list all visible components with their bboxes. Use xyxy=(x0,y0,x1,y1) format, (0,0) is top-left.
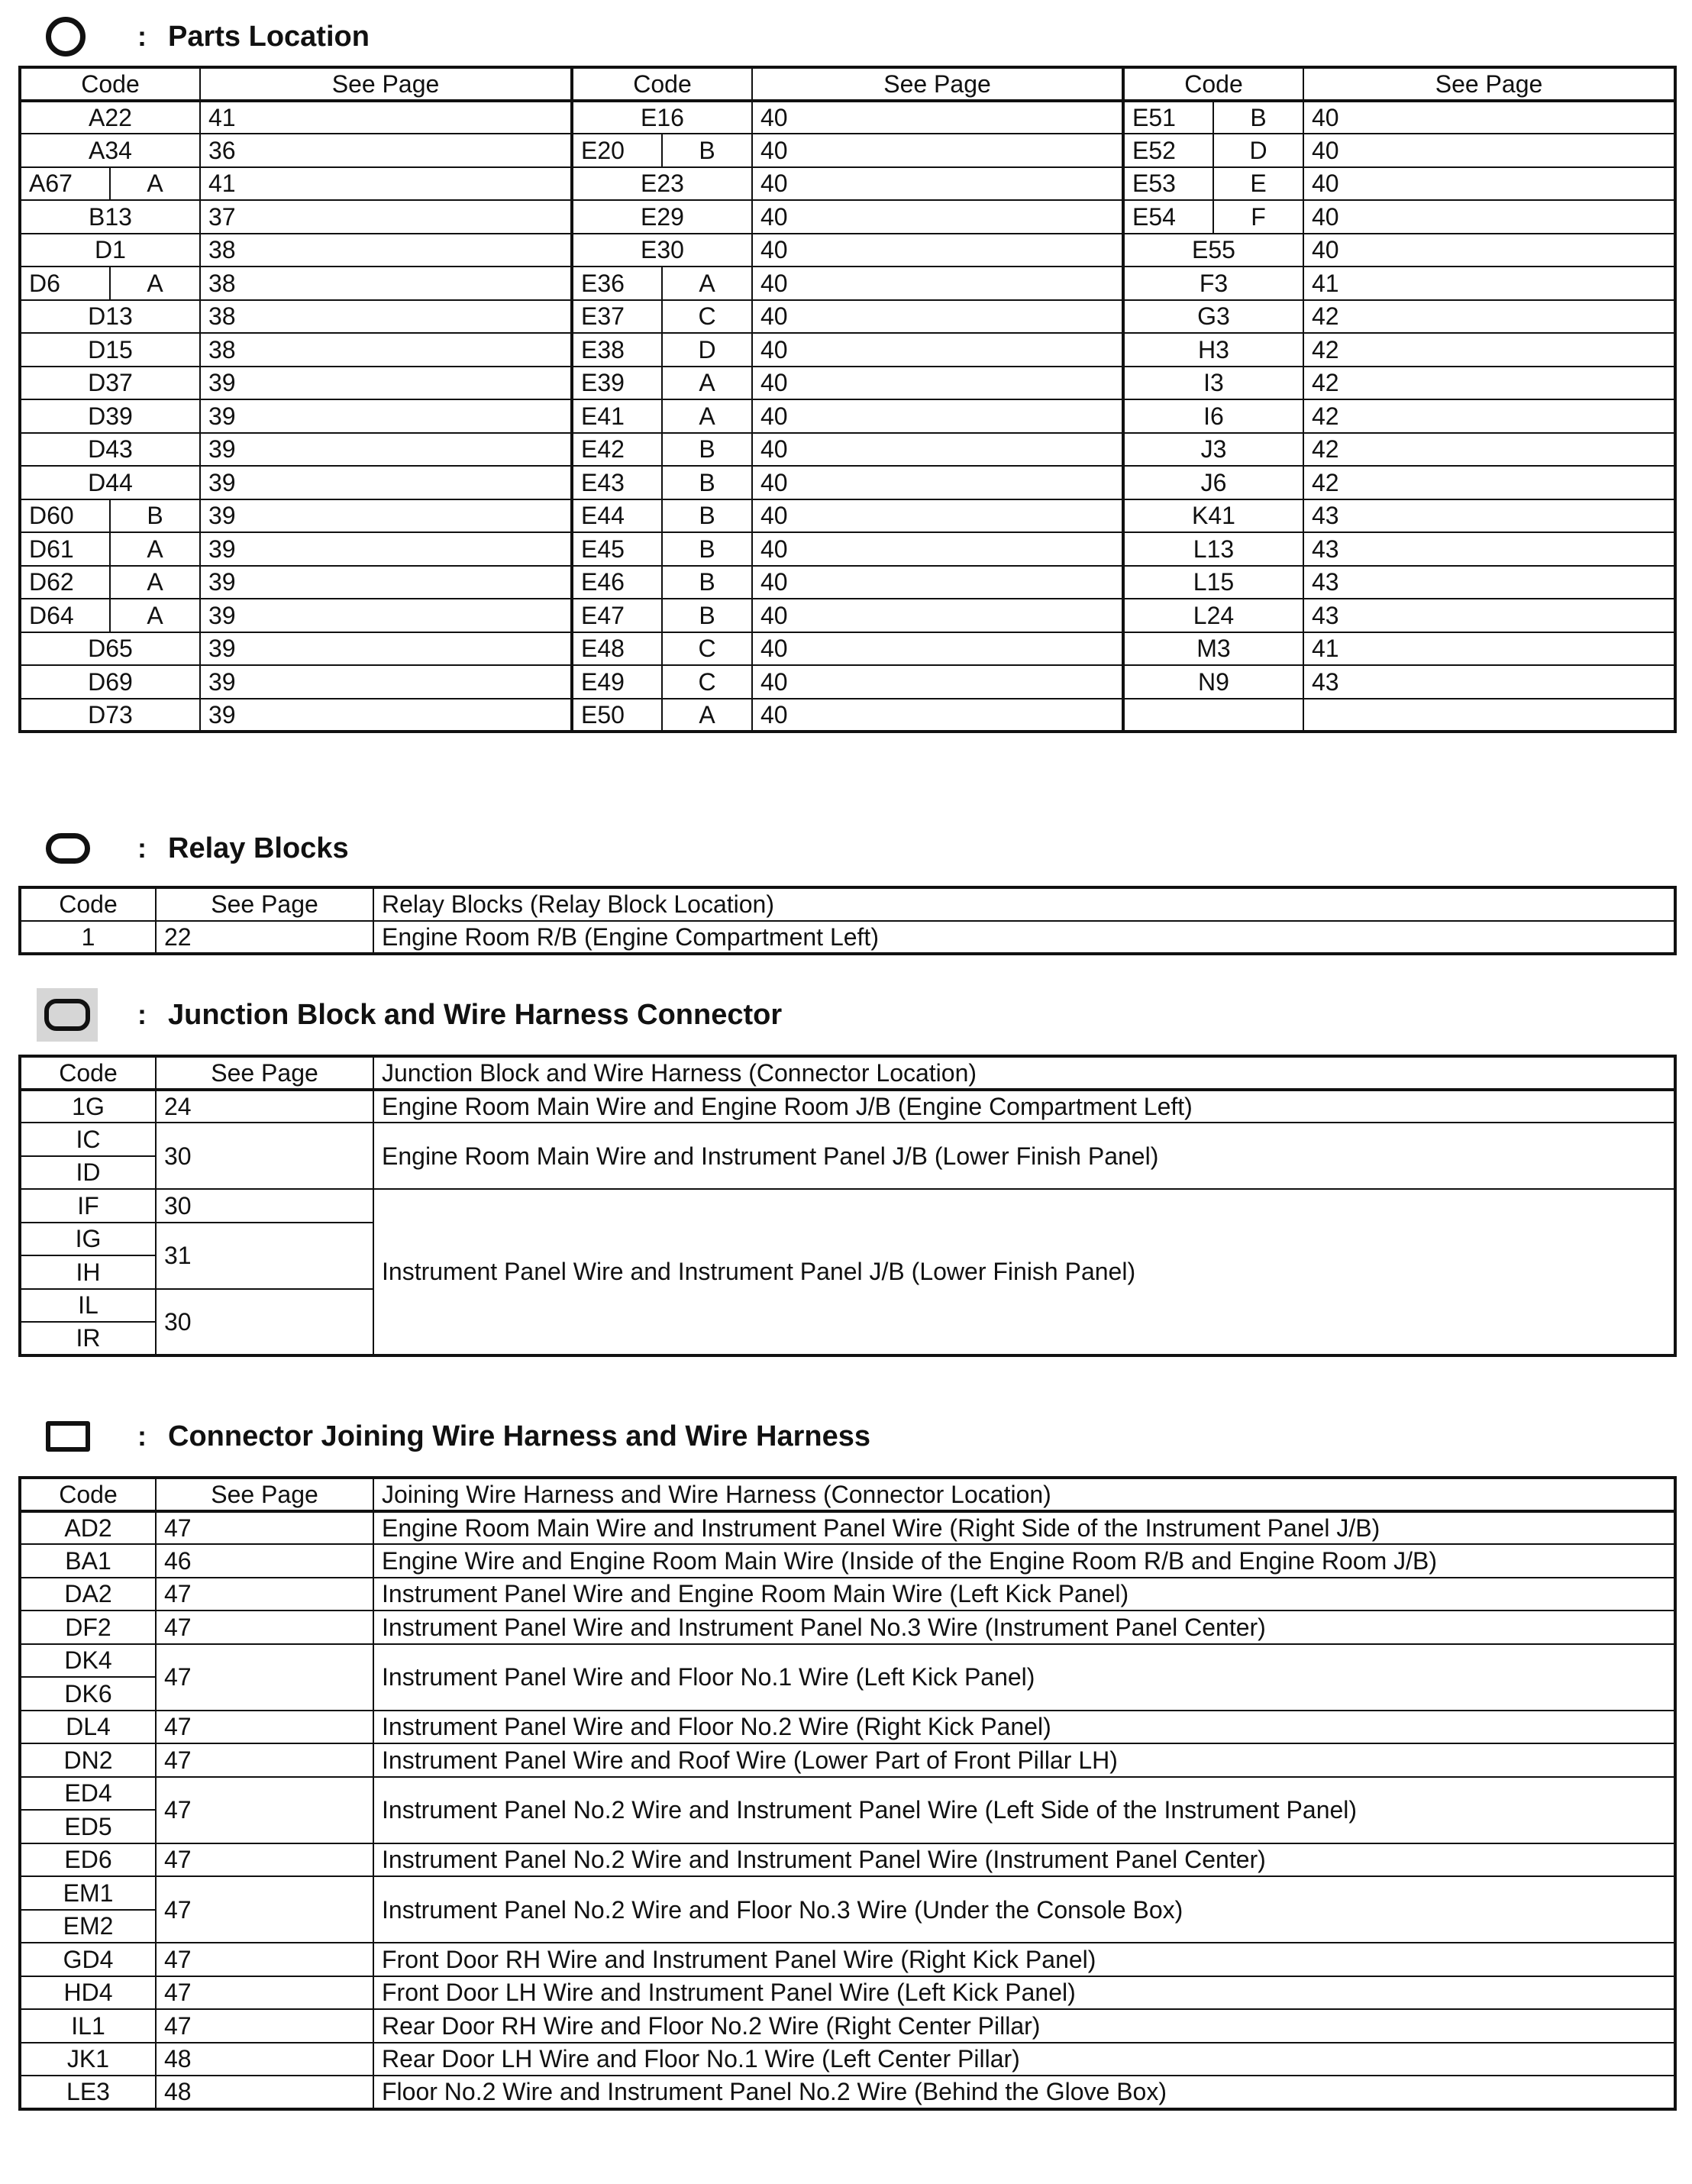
page-cell: 42 xyxy=(1303,399,1675,433)
page-cell: 40 xyxy=(752,333,1123,367)
connector-letter-cell: B xyxy=(662,599,752,632)
page-cell: 40 xyxy=(752,466,1123,499)
code-cell: D61 xyxy=(20,532,110,566)
code-cell: M3 xyxy=(1123,632,1303,666)
code-cell: L15 xyxy=(1123,566,1303,599)
connector-letter-cell: A xyxy=(662,267,752,300)
header-code: Code xyxy=(20,1478,156,1511)
code-cell: D44 xyxy=(20,466,200,499)
code-cell: HD4 xyxy=(20,1976,156,2010)
connector-letter-cell: B xyxy=(110,499,200,533)
location-cell: Instrument Panel No.2 Wire and Floor No.3 Wire (Under the Console Box) xyxy=(373,1876,1675,1943)
page-cell: 40 xyxy=(1303,200,1675,234)
code-cell: E30 xyxy=(572,234,752,267)
page-cell: 40 xyxy=(752,267,1123,300)
code-cell: LE3 xyxy=(20,2076,156,2109)
relay-blocks-title: Relay Blocks xyxy=(168,832,349,864)
table-row xyxy=(20,1544,1675,1578)
page-cell: 47 xyxy=(156,1777,373,1843)
code-cell: ED4 xyxy=(20,1777,156,1811)
header-code: Code xyxy=(20,887,156,921)
page-cell: 42 xyxy=(1303,433,1675,467)
page-cell: 47 xyxy=(156,1644,373,1711)
code-cell: I6 xyxy=(1123,399,1303,433)
code-cell: D39 xyxy=(20,399,200,433)
page-cell: 37 xyxy=(200,200,572,234)
table-row xyxy=(20,532,1675,566)
location-cell: Engine Room Main Wire and Instrument Panel Wire (Right Side of the Instrument Panel J/B) xyxy=(373,1511,1675,1545)
code-cell: E55 xyxy=(1123,234,1303,267)
section-colon: : xyxy=(137,1420,147,1452)
page-cell: 36 xyxy=(200,134,572,167)
code-cell: E43 xyxy=(572,466,662,499)
code-cell: DN2 xyxy=(20,1743,156,1777)
connector-letter-cell: C xyxy=(662,632,752,666)
table-row xyxy=(20,1843,1675,1877)
location-cell: Front Door LH Wire and Instrument Panel Wire (Left Kick Panel) xyxy=(373,1976,1675,2010)
page-cell: 40 xyxy=(752,134,1123,167)
page-cell: 40 xyxy=(752,699,1123,732)
code-cell: 1G xyxy=(20,1090,156,1123)
code-cell: N9 xyxy=(1123,665,1303,699)
code-cell: F3 xyxy=(1123,267,1303,300)
page-cell: 39 xyxy=(200,499,572,533)
page-cell: 40 xyxy=(1303,167,1675,201)
code-cell: A34 xyxy=(20,134,200,167)
table-row xyxy=(20,300,1675,334)
page-cell: 46 xyxy=(156,1544,373,1578)
table-header-row xyxy=(20,67,1675,101)
table-row xyxy=(20,1511,1675,1545)
table-row xyxy=(20,101,1675,134)
code-cell: D73 xyxy=(20,699,200,732)
code-cell: H3 xyxy=(1123,333,1303,367)
header-see-page: See Page xyxy=(156,1056,373,1090)
code-cell: E52 xyxy=(1123,134,1213,167)
code-cell: E38 xyxy=(572,333,662,367)
page-cell: 40 xyxy=(752,532,1123,566)
code-cell: IC xyxy=(20,1123,156,1156)
connector-joining-title: Connector Joining Wire Harness and Wire Harness xyxy=(168,1420,870,1452)
parts-location-title: Parts Location xyxy=(168,20,370,53)
page-cell: 40 xyxy=(752,433,1123,467)
page-cell: 30 xyxy=(156,1289,373,1355)
table-row xyxy=(20,1976,1675,2010)
connector-letter-cell: B xyxy=(1213,101,1303,134)
location-cell: Floor No.2 Wire and Instrument Panel No.2 Wire (Behind the Glove Box) xyxy=(373,2076,1675,2109)
table-header-row xyxy=(20,1056,1675,1090)
page-cell: 48 xyxy=(156,2043,373,2076)
page-cell: 43 xyxy=(1303,599,1675,632)
code-cell: E51 xyxy=(1123,101,1213,134)
header-location: Joining Wire Harness and Wire Harness (Connector Location) xyxy=(373,1478,1675,1511)
page-cell: 40 xyxy=(752,300,1123,334)
code-cell: GD4 xyxy=(20,1943,156,1976)
code-cell: J3 xyxy=(1123,433,1303,467)
page-cell: 40 xyxy=(1303,234,1675,267)
table-row xyxy=(20,1578,1675,1611)
connector-letter-cell: B xyxy=(662,134,752,167)
parts-location-header xyxy=(46,14,370,60)
page-cell: 47 xyxy=(156,1943,373,1976)
table-row xyxy=(20,200,1675,234)
code-cell: D43 xyxy=(20,433,200,467)
table-header-row xyxy=(20,887,1675,921)
code-cell: D37 xyxy=(20,367,200,400)
code-cell: E37 xyxy=(572,300,662,334)
page-cell: 40 xyxy=(752,499,1123,533)
code-cell: JK1 xyxy=(20,2043,156,2076)
page-cell: 42 xyxy=(1303,367,1675,400)
table-row xyxy=(20,1123,1675,1156)
connector-joining-table xyxy=(18,1476,1677,2111)
code-cell: IG xyxy=(20,1223,156,1256)
connector-letter-cell: A xyxy=(662,699,752,732)
page-cell: 24 xyxy=(156,1090,373,1123)
code-cell: ED5 xyxy=(20,1810,156,1843)
code-cell: BA1 xyxy=(20,1544,156,1578)
page-cell: 47 xyxy=(156,1843,373,1877)
connector-letter-cell: B xyxy=(662,566,752,599)
code-cell: E36 xyxy=(572,267,662,300)
code-cell: E53 xyxy=(1123,167,1213,201)
relay-blocks-table xyxy=(18,886,1677,955)
code-cell: E54 xyxy=(1123,200,1213,234)
location-cell: Instrument Panel Wire and Instrument Panel No.3 Wire (Instrument Panel Center) xyxy=(373,1611,1675,1644)
location-cell: Instrument Panel Wire and Engine Room Main Wire (Left Kick Panel) xyxy=(373,1578,1675,1611)
code-cell: IL xyxy=(20,1289,156,1323)
page-cell: 31 xyxy=(156,1223,373,1289)
code-cell: ID xyxy=(20,1156,156,1190)
code-cell: D13 xyxy=(20,300,200,334)
code-cell: L24 xyxy=(1123,599,1303,632)
page-cell: 47 xyxy=(156,1743,373,1777)
table-row xyxy=(20,399,1675,433)
page-cell: 41 xyxy=(1303,267,1675,300)
table-row xyxy=(20,921,1675,955)
code-cell: E48 xyxy=(572,632,662,666)
page-cell: 39 xyxy=(200,665,572,699)
table-row xyxy=(20,367,1675,400)
code-cell: D6 xyxy=(20,267,110,300)
table-row xyxy=(20,699,1675,732)
relay-blocks-header xyxy=(46,825,349,871)
header-code: Code xyxy=(20,67,200,101)
code-cell: L13 xyxy=(1123,532,1303,566)
table-row xyxy=(20,433,1675,467)
connector-letter-cell: E xyxy=(1213,167,1303,201)
circle-symbol-icon xyxy=(46,17,86,57)
code-cell: J6 xyxy=(1123,466,1303,499)
connector-letter-cell: B xyxy=(662,466,752,499)
code-cell: IF xyxy=(20,1189,156,1223)
connector-letter-cell: B xyxy=(662,433,752,467)
section-colon: : xyxy=(137,21,147,52)
table-row xyxy=(20,599,1675,632)
code-cell: D60 xyxy=(20,499,110,533)
page-cell: 40 xyxy=(752,632,1123,666)
code-cell: DL4 xyxy=(20,1711,156,1744)
page-cell: 42 xyxy=(1303,466,1675,499)
junction-block-symbol xyxy=(37,988,98,1042)
code-cell: I3 xyxy=(1123,367,1303,400)
page-cell: 40 xyxy=(752,599,1123,632)
code-cell: DK6 xyxy=(20,1677,156,1711)
location-cell: Instrument Panel No.2 Wire and Instrument Panel Wire (Instrument Panel Center) xyxy=(373,1843,1675,1877)
header-see-page: See Page xyxy=(156,1478,373,1511)
page-cell: 47 xyxy=(156,1876,373,1943)
header-see-page: See Page xyxy=(156,887,373,921)
page-cell: 38 xyxy=(200,300,572,334)
page-cell: 42 xyxy=(1303,300,1675,334)
table-row xyxy=(20,1189,1675,1223)
code-cell: E39 xyxy=(572,367,662,400)
location-cell: Rear Door LH Wire and Floor No.1 Wire (Left Center Pillar) xyxy=(373,2043,1675,2076)
code-cell: ED6 xyxy=(20,1843,156,1877)
table-row xyxy=(20,1777,1675,1811)
page-cell: 43 xyxy=(1303,499,1675,533)
table-row xyxy=(20,2076,1675,2109)
junction-block-title: Junction Block and Wire Harness Connector xyxy=(168,998,783,1031)
code-cell: A22 xyxy=(20,101,200,134)
code-cell: IR xyxy=(20,1322,156,1355)
code-cell: D69 xyxy=(20,665,200,699)
junction-block-header xyxy=(46,992,783,1038)
page-cell: 47 xyxy=(156,1976,373,2010)
code-cell: E41 xyxy=(572,399,662,433)
connector-letter-cell: B xyxy=(662,532,752,566)
code-cell: DK4 xyxy=(20,1644,156,1678)
table-row xyxy=(20,333,1675,367)
location-cell: Front Door RH Wire and Instrument Panel Wire (Right Kick Panel) xyxy=(373,1943,1675,1976)
table-row xyxy=(20,665,1675,699)
page-cell: 43 xyxy=(1303,665,1675,699)
page-cell: 38 xyxy=(200,267,572,300)
page-cell: 39 xyxy=(200,367,572,400)
code-cell: E29 xyxy=(572,200,752,234)
code-cell: DA2 xyxy=(20,1578,156,1611)
table-row xyxy=(20,1743,1675,1777)
header-location: Junction Block and Wire Harness (Connector Location) xyxy=(373,1056,1675,1090)
connector-letter-cell: F xyxy=(1213,200,1303,234)
page-cell: 40 xyxy=(752,665,1123,699)
code-cell xyxy=(1123,699,1303,732)
code-cell: 1 xyxy=(20,921,156,955)
table-row xyxy=(20,2009,1675,2043)
connector-letter-cell: C xyxy=(662,665,752,699)
header-code: Code xyxy=(572,67,752,101)
table-row xyxy=(20,566,1675,599)
location-cell: Instrument Panel Wire and Floor No.2 Wire (Right Kick Panel) xyxy=(373,1711,1675,1744)
code-cell: E45 xyxy=(572,532,662,566)
table-row xyxy=(20,1943,1675,1976)
table-row xyxy=(20,1644,1675,1678)
page-cell: 39 xyxy=(200,399,572,433)
code-cell: E20 xyxy=(572,134,662,167)
page-cell: 43 xyxy=(1303,532,1675,566)
table-row xyxy=(20,134,1675,167)
connector-letter-cell: A xyxy=(110,599,200,632)
table-row xyxy=(20,1090,1675,1123)
location-cell: Engine Room Main Wire and Instrument Panel J/B (Lower Finish Panel) xyxy=(373,1123,1675,1189)
location-cell: Instrument Panel Wire and Roof Wire (Lower Part of Front Pillar LH) xyxy=(373,1743,1675,1777)
page-cell: 40 xyxy=(752,399,1123,433)
page-cell xyxy=(1303,699,1675,732)
code-cell: IL1 xyxy=(20,2009,156,2043)
code-cell: E46 xyxy=(572,566,662,599)
table-row xyxy=(20,1611,1675,1644)
page-cell: 39 xyxy=(200,532,572,566)
connector-letter-cell: D xyxy=(662,333,752,367)
page-cell: 40 xyxy=(752,367,1123,400)
page-cell: 42 xyxy=(1303,333,1675,367)
code-cell: D15 xyxy=(20,333,200,367)
junction-block-table xyxy=(18,1055,1677,1357)
table-row xyxy=(20,1711,1675,1744)
connector-symbol-icon xyxy=(46,1421,90,1452)
header-location: Relay Blocks (Relay Block Location) xyxy=(373,887,1675,921)
code-cell: E23 xyxy=(572,167,752,201)
connector-letter-cell: D xyxy=(1213,134,1303,167)
page-cell: 40 xyxy=(1303,101,1675,134)
section-colon: : xyxy=(137,999,147,1030)
page-cell: 38 xyxy=(200,234,572,267)
location-cell: Engine Wire and Engine Room Main Wire (Inside of the Engine Room R/B and Engine Room J/B) xyxy=(373,1544,1675,1578)
location-cell: Instrument Panel Wire and Floor No.1 Wire (Left Kick Panel) xyxy=(373,1644,1675,1711)
section-colon: : xyxy=(137,832,147,864)
code-cell: E49 xyxy=(572,665,662,699)
location-cell: Rear Door RH Wire and Floor No.2 Wire (Right Center Pillar) xyxy=(373,2009,1675,2043)
code-cell: D1 xyxy=(20,234,200,267)
code-cell: D64 xyxy=(20,599,110,632)
page-cell: 38 xyxy=(200,333,572,367)
code-cell: D62 xyxy=(20,566,110,599)
code-cell: D65 xyxy=(20,632,200,666)
page-cell: 39 xyxy=(200,632,572,666)
page-cell: 39 xyxy=(200,699,572,732)
page-cell: 47 xyxy=(156,1578,373,1611)
code-cell: E47 xyxy=(572,599,662,632)
junction-block-symbol-icon xyxy=(44,999,90,1031)
connector-letter-cell: A xyxy=(110,167,200,201)
relay-block-symbol-icon xyxy=(46,833,90,864)
header-see-page: See Page xyxy=(200,67,572,101)
code-cell: DF2 xyxy=(20,1611,156,1644)
parts-location-table xyxy=(18,66,1677,733)
page-cell: 39 xyxy=(200,466,572,499)
page-cell: 40 xyxy=(752,566,1123,599)
header-see-page: See Page xyxy=(752,67,1123,101)
page-cell: 47 xyxy=(156,2009,373,2043)
header-code: Code xyxy=(20,1056,156,1090)
code-cell: E16 xyxy=(572,101,752,134)
connector-joining-header xyxy=(46,1413,870,1459)
code-cell: E42 xyxy=(572,433,662,467)
location-cell: Engine Room Main Wire and Engine Room J/B (Engine Compartment Left) xyxy=(373,1090,1675,1123)
page-cell: 40 xyxy=(752,167,1123,201)
page-cell: 39 xyxy=(200,599,572,632)
page-cell: 41 xyxy=(200,101,572,134)
code-cell: EM1 xyxy=(20,1876,156,1910)
page-cell: 39 xyxy=(200,433,572,467)
code-cell: K41 xyxy=(1123,499,1303,533)
table-row xyxy=(20,267,1675,300)
table-row xyxy=(20,466,1675,499)
connector-letter-cell: A xyxy=(662,367,752,400)
table-row xyxy=(20,167,1675,201)
page-cell: 40 xyxy=(752,234,1123,267)
connector-letter-cell: A xyxy=(110,267,200,300)
page-cell: 30 xyxy=(156,1123,373,1189)
page-cell: 40 xyxy=(752,200,1123,234)
table-row xyxy=(20,632,1675,666)
page-cell: 30 xyxy=(156,1189,373,1223)
connector-letter-cell: A xyxy=(110,532,200,566)
page-cell: 40 xyxy=(1303,134,1675,167)
code-cell: IH xyxy=(20,1255,156,1289)
header-see-page: See Page xyxy=(1303,67,1675,101)
code-cell: A67 xyxy=(20,167,110,201)
location-cell: Instrument Panel No.2 Wire and Instrument Panel Wire (Left Side of the Instrument Panel) xyxy=(373,1777,1675,1843)
code-cell: E50 xyxy=(572,699,662,732)
page-cell: 22 xyxy=(156,921,373,955)
header-code: Code xyxy=(1123,67,1303,101)
code-cell: B13 xyxy=(20,200,200,234)
location-cell: Engine Room R/B (Engine Compartment Left) xyxy=(373,921,1675,955)
page-cell: 41 xyxy=(1303,632,1675,666)
code-cell: EM2 xyxy=(20,1910,156,1943)
page-cell: 40 xyxy=(752,101,1123,134)
connector-letter-cell: C xyxy=(662,300,752,334)
table-row xyxy=(20,499,1675,533)
table-row xyxy=(20,2043,1675,2076)
page-cell: 43 xyxy=(1303,566,1675,599)
page-cell: 47 xyxy=(156,1511,373,1545)
connector-letter-cell: A xyxy=(110,566,200,599)
table-row xyxy=(20,1876,1675,1910)
code-cell: AD2 xyxy=(20,1511,156,1545)
page-cell: 47 xyxy=(156,1711,373,1744)
page-cell: 48 xyxy=(156,2076,373,2109)
connector-letter-cell: A xyxy=(662,399,752,433)
page-cell: 47 xyxy=(156,1611,373,1644)
code-cell: E44 xyxy=(572,499,662,533)
page-cell: 41 xyxy=(200,167,572,201)
location-cell: Instrument Panel Wire and Instrument Panel J/B (Lower Finish Panel) xyxy=(373,1189,1675,1355)
connector-letter-cell: B xyxy=(662,499,752,533)
page-cell: 39 xyxy=(200,566,572,599)
code-cell: G3 xyxy=(1123,300,1303,334)
table-row xyxy=(20,234,1675,267)
table-header-row xyxy=(20,1478,1675,1511)
